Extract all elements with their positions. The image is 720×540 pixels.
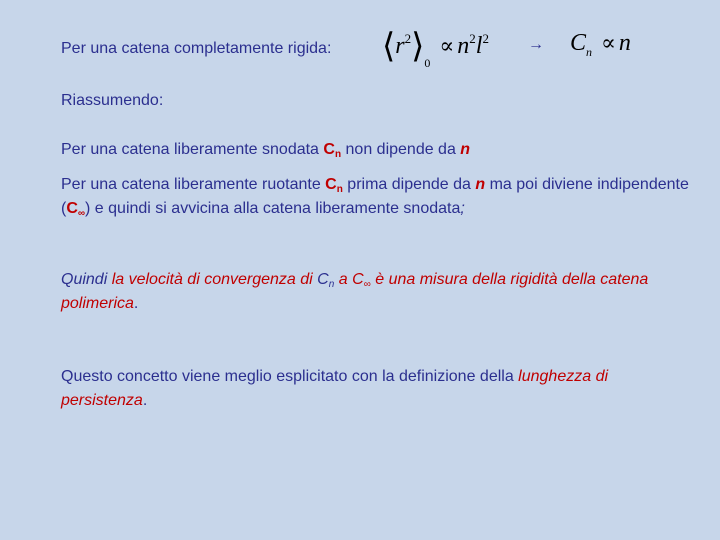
paragraph-persistence-length: Questo concetto viene meglio esplicitato con la definizione della lunghezza di persistenza. (61, 368, 609, 409)
paragraph-freely-rotating: Per una catena liberamente ruotante $C_n$ prima dipende da n ma poi diviene indipendente $(C_\infty)$ e quindi si avvicina alla catena liberamente snodata; (61, 176, 689, 219)
paragraph-convergence: Quindi la velocità di convergenza di $C_n$ a $C_\infty$ è una misura della rigidità della catena polimerica. (61, 271, 649, 312)
paragraph-freely-jointed: Per una catena liberamente snodata $C_n$ non dipende da n (61, 141, 471, 160)
formula-cn-proportional: $C_n \propto n$ (570, 30, 631, 59)
rigid-chain-label: Per una catena completamente rigida: (61, 40, 332, 57)
implies-arrow: → (528, 36, 544, 53)
summary-heading: Riassumendo: (61, 92, 164, 109)
formula-rigid-chain: $⟨r^2⟩_0 \propto n^2l^2$ (382, 28, 489, 70)
